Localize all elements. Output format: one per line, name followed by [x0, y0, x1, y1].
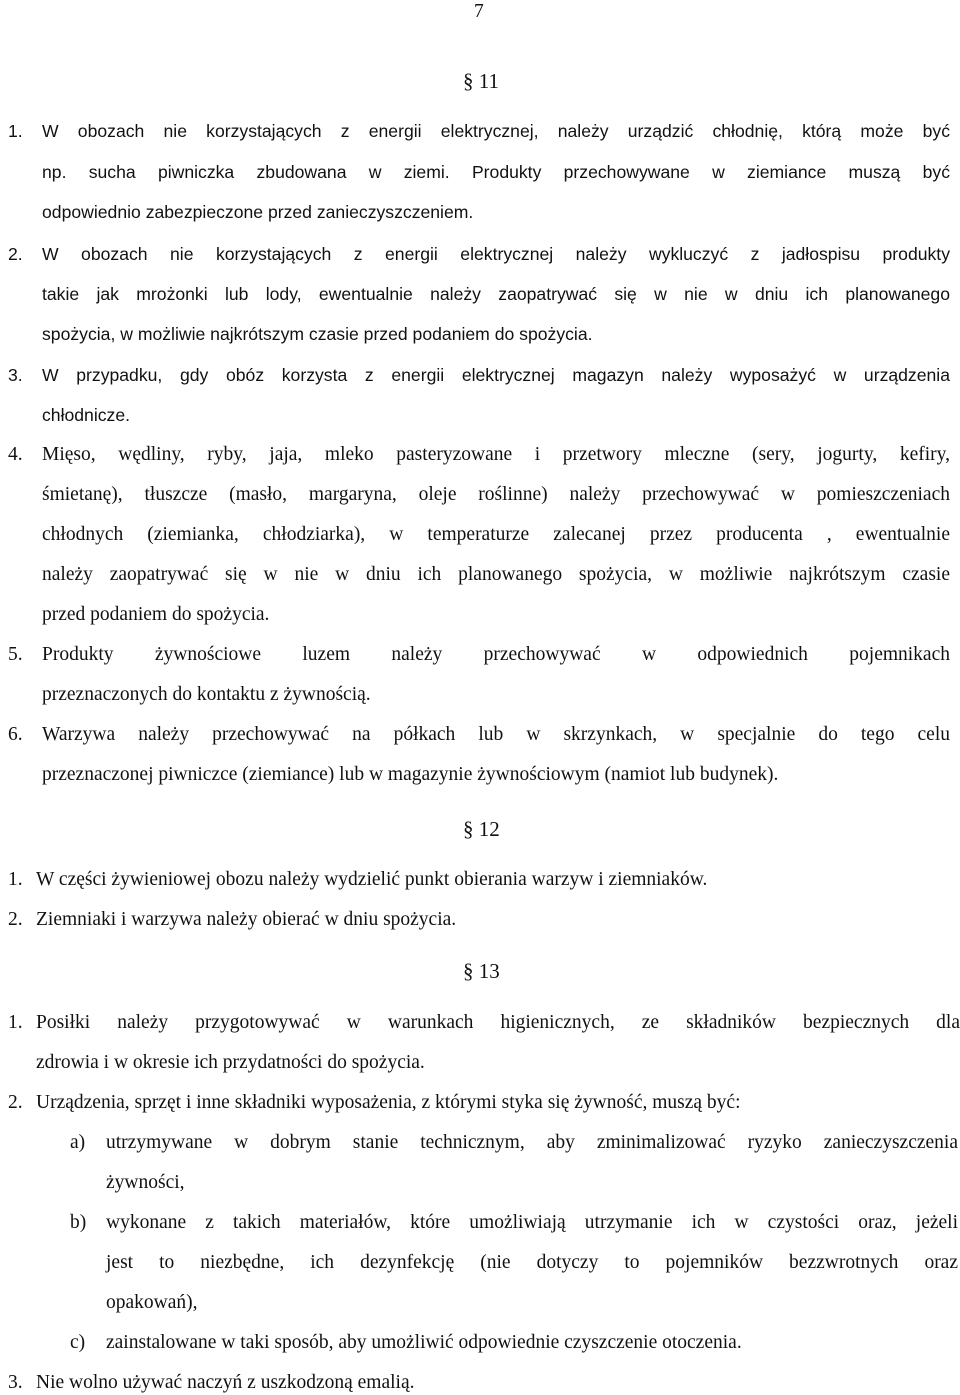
paragraph-line: W przypadku, gdy obóz korzysta z energii elektrycznej magazyn należy wyposażyć w urządzenia [42, 365, 950, 385]
paragraph-line: utrzymywane w dobrym stanie technicznym, aby zminimalizować ryzyko zanieczyszczenia [106, 1132, 958, 1153]
subitem-letter: a) [70, 1132, 86, 1153]
section-heading: § 13 [463, 959, 500, 983]
section-heading: § 11 [463, 69, 499, 93]
paragraph-line: takie jak mrożonki lub lody, ewentualnie należy zaopatrywać się w nie w dniu ich planowanego [42, 284, 950, 304]
paragraph-line: należy zaopatrywać się w nie w dniu ich planowanego spożycia, w możliwie najkrótszym czasie [42, 564, 950, 585]
paragraph-line: np. sucha piwniczka zbudowana w ziemi. Produkty przechowywane w ziemiance muszą być [42, 162, 950, 182]
paragraph-line: wykonane z takich materiałów, które umożliwiają utrzymanie ich w czystości oraz, jeżeli [106, 1212, 958, 1233]
item-number: 3. [8, 365, 23, 385]
paragraph-line: przeznaczonej piwniczce (ziemiance) lub w magazynie żywnościowym (namiot lub budynek). [42, 764, 779, 785]
paragraph-line: śmietanę), tłuszcze (masło, margaryna, oleje roślinne) należy przechowywać w pomieszczeniach [42, 484, 950, 505]
paragraph-line: przeznaczonych do kontaktu z żywnością. [42, 684, 371, 705]
paragraph-line: W części żywieniowej obozu należy wydzielić punkt obierania warzyw i ziemniaków. [36, 869, 708, 890]
paragraph-line: Posiłki należy przygotowywać w warunkach higienicznych, ze składników bezpiecznych dla [36, 1012, 960, 1033]
paragraph-line: żywności, [106, 1172, 185, 1193]
paragraph-line: Mięso, wędliny, ryby, jaja, mleko pasteryzowane i przetwory mleczne (sery, jogurty, kefiry, [42, 444, 950, 465]
item-number: 1. [8, 1012, 23, 1033]
paragraph-line: Ziemniaki i warzywa należy obierać w dniu spożycia. [36, 909, 457, 930]
item-number: 6. [8, 724, 23, 745]
paragraph-line: spożycia, w możliwie najkrótszym czasie przed podaniem do spożycia. [42, 324, 593, 344]
item-number: 4. [8, 444, 23, 465]
item-number: 1. [8, 869, 23, 890]
page-number: 7 [474, 1, 484, 22]
paragraph-line: jest to niezbędne, ich dezynfekcję (nie dotyczy to pojemników bezzwrotnych oraz [106, 1252, 958, 1273]
paragraph-line: zainstalowane w taki sposób, aby umożliwić odpowiednie czyszczenie otoczenia. [106, 1332, 742, 1353]
subitem-letter: b) [70, 1212, 87, 1233]
paragraph-line: zdrowia i w okresie ich przydatności do spożycia. [36, 1052, 425, 1073]
paragraph-line: Nie wolno używać naczyń z uszkodzoną emalią. [36, 1372, 415, 1393]
paragraph-line: W obozach nie korzystających z energii elektrycznej należy wykluczyć z jadłospisu produkty [42, 244, 950, 264]
paragraph-line: W obozach nie korzystających z energii elektrycznej, należy urządzić chłodnię, którą może być [42, 121, 950, 141]
paragraph-line: odpowiednio zabezpieczone przed zanieczyszczeniem. [42, 202, 474, 222]
subitem-letter: c) [70, 1332, 86, 1353]
paragraph-line: opakowań), [106, 1292, 198, 1313]
paragraph-line: przed podaniem do spożycia. [42, 604, 270, 625]
paragraph-line: chłodnych (ziemianka, chłodziarka), w temperaturze zalecanej przez producenta , ewentualnie [42, 524, 950, 545]
item-number: 2. [8, 244, 23, 264]
section-heading: § 12 [463, 817, 500, 841]
item-number: 3. [8, 1372, 23, 1393]
item-number: 1. [8, 121, 23, 141]
item-number: 5. [8, 644, 23, 665]
item-number: 2. [8, 909, 23, 930]
paragraph-line: Urządzenia, sprzęt i inne składniki wyposażenia, z którymi styka się żywność, muszą być: [36, 1092, 741, 1113]
paragraph-line: Produkty żywnościowe luzem należy przechowywać w odpowiednich pojemnikach [42, 644, 950, 665]
paragraph-line: chłodnicze. [42, 405, 131, 425]
paragraph-line: Warzywa należy przechowywać na półkach lub w skrzynkach, w specjalnie do tego celu [42, 724, 950, 745]
item-number: 2. [8, 1092, 23, 1113]
